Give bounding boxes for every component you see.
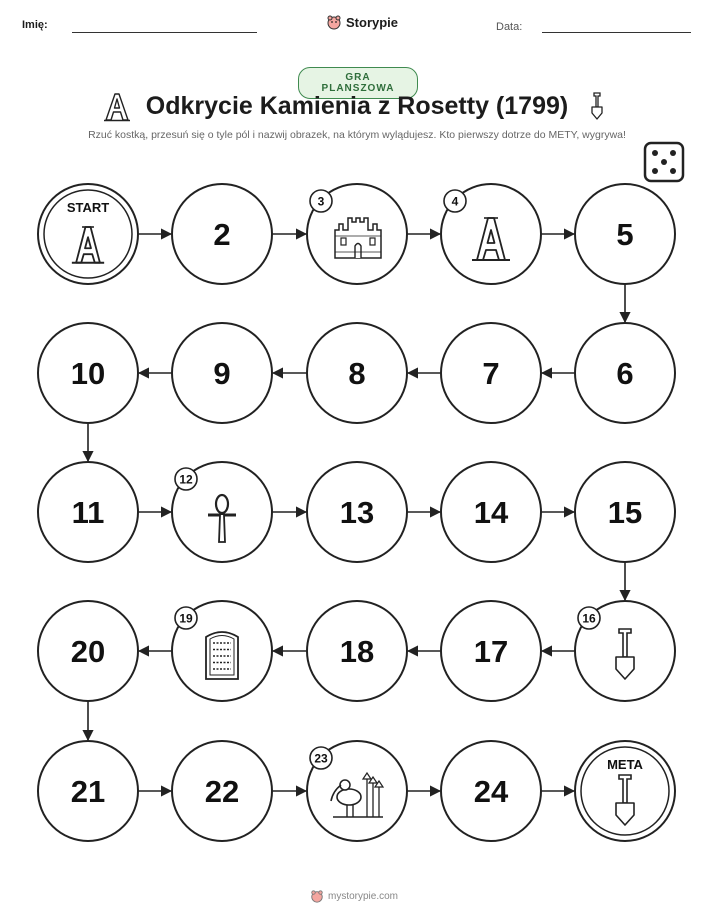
board-space-13 xyxy=(307,462,407,562)
board-space-11 xyxy=(38,462,138,562)
board-space-9 xyxy=(172,323,272,423)
board-space-22 xyxy=(172,741,272,841)
space-number: 22 xyxy=(204,774,240,809)
board-space-5 xyxy=(575,184,675,284)
board-space-10 xyxy=(38,323,138,423)
board-space-6 xyxy=(575,323,675,423)
finish-label: META xyxy=(607,757,643,772)
board-space-18 xyxy=(307,601,407,701)
brand-name: Storypie xyxy=(346,14,399,30)
space-number-small: 19 xyxy=(179,611,193,626)
space-number-small: 4 xyxy=(451,194,459,209)
date-label: Data: xyxy=(496,21,523,33)
dice-icon xyxy=(645,143,683,181)
space-number: 14 xyxy=(473,495,509,530)
board-space-15 xyxy=(575,462,675,562)
board-space-8 xyxy=(307,323,407,423)
board-space-7 xyxy=(441,323,541,423)
space-number: 5 xyxy=(616,217,634,252)
space-number: 2 xyxy=(213,217,231,252)
instructions-text: Rzuć kostką, przesuń się o tyle pól i nazwij obrazek, na którym wylądujesz. Kto pierwszy dotrze do METY, wygrywa! xyxy=(88,129,626,141)
board-space-17 xyxy=(441,601,541,701)
board-space-21 xyxy=(38,741,138,841)
space-number-small: 16 xyxy=(582,611,596,626)
space-number: 7 xyxy=(482,356,500,391)
space-number: 17 xyxy=(473,634,509,669)
board-space-12 xyxy=(172,462,272,562)
board-space-25 xyxy=(575,741,675,841)
space-number: 9 xyxy=(213,356,231,391)
space-number: 10 xyxy=(70,356,106,391)
board-space-19 xyxy=(172,601,272,701)
space-number: 6 xyxy=(616,356,634,391)
board-space-16 xyxy=(575,601,675,701)
board-space-14 xyxy=(441,462,541,562)
space-number: 15 xyxy=(607,495,643,530)
board-space-3 xyxy=(307,184,407,284)
board-space-4 xyxy=(441,184,541,284)
game-type-badge: GRA PLANSZOWA xyxy=(298,67,418,99)
space-number: 21 xyxy=(70,774,106,809)
space-number: 11 xyxy=(71,495,105,530)
space-number-small: 3 xyxy=(317,194,325,209)
board-space-23 xyxy=(307,741,407,841)
board-space-24 xyxy=(441,741,541,841)
footer xyxy=(310,889,398,903)
space-number: 13 xyxy=(339,495,375,530)
space-number: 20 xyxy=(70,634,106,669)
page-title: Odkrycie Kamienia z Rosetty (1799) xyxy=(145,92,569,120)
space-number: 8 xyxy=(348,356,366,391)
stone-tablet-icon xyxy=(206,632,238,679)
board-space-2 xyxy=(172,184,272,284)
space-number: 24 xyxy=(473,774,509,809)
footer-url: mystorypie.com xyxy=(328,890,399,902)
space-number: 18 xyxy=(339,634,375,669)
space-number-small: 23 xyxy=(314,751,328,766)
fortress-icon xyxy=(335,218,381,258)
name-label: Imię: xyxy=(22,19,48,31)
board-space-1 xyxy=(38,184,138,284)
start-label: START xyxy=(66,200,110,215)
storypie-mascot-icon xyxy=(310,889,324,903)
board-space-20 xyxy=(38,601,138,701)
space-number-small: 12 xyxy=(179,472,193,487)
